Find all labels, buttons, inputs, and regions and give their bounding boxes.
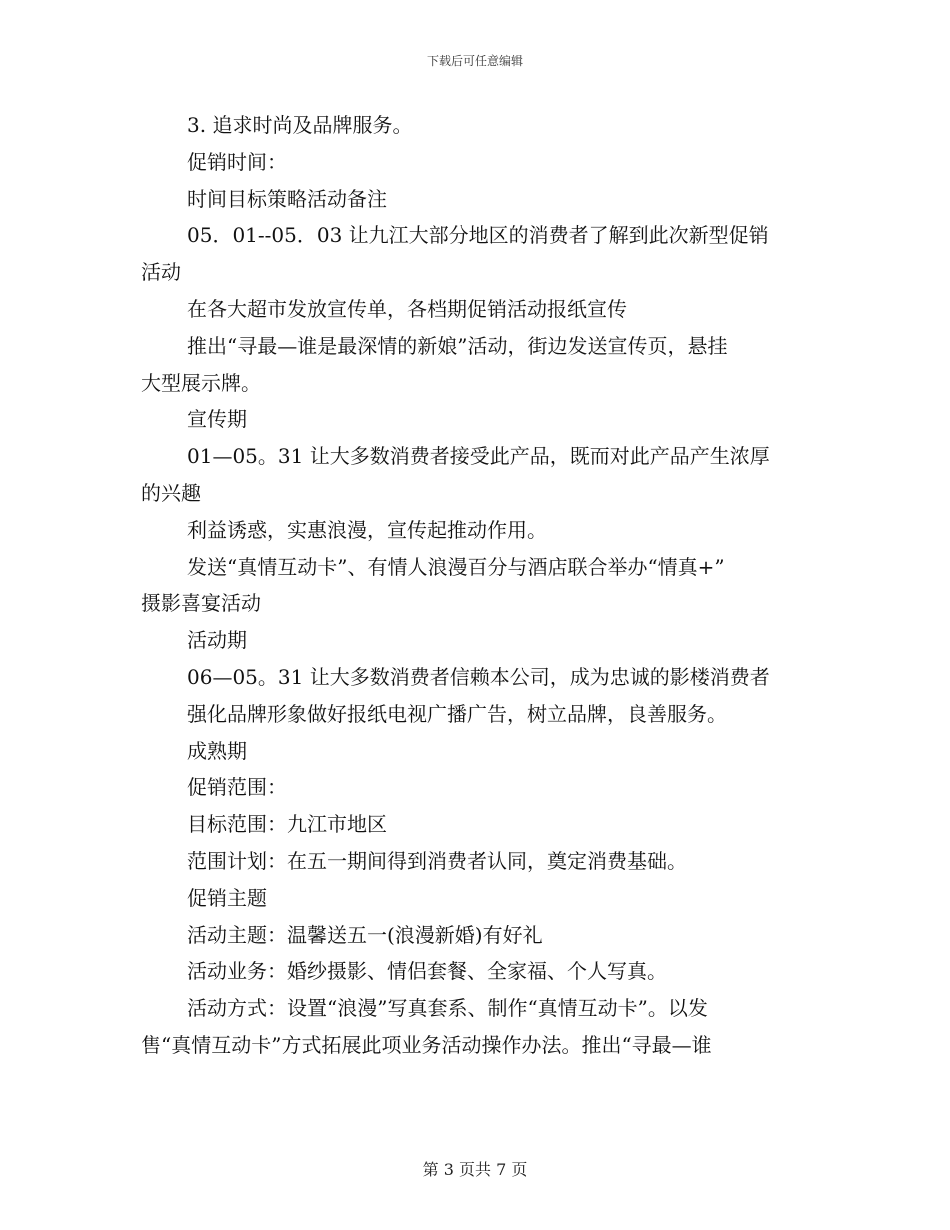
paragraph-line: 3. 追求时尚及品牌服务。 <box>187 113 413 137</box>
paragraph-line: 01—05。31 让大多数消费者接受此产品，既而对此产品产生浓厚 <box>187 444 770 469</box>
paragraph-line: 促销时间： <box>187 149 287 174</box>
paragraph-line: 范围计划：在五一期间得到消费者认同，奠定消费基础。 <box>187 848 687 873</box>
paragraph-line: 05．01--05．03 让九江大部分地区的消费者了解到此次新型促销 <box>187 223 769 248</box>
paragraph-line: 的兴趣 <box>141 480 201 505</box>
paragraph-line: 促销主题 <box>187 885 267 910</box>
paragraph-line: 活动主题：温馨送五一(浪漫新婚)有好礼 <box>187 922 543 947</box>
paragraph-line: 促销范围： <box>187 775 287 800</box>
paragraph-line: 06—05。31 让大多数消费者信赖本公司，成为忠诚的影楼消费者 <box>187 664 770 689</box>
paragraph-line: 推出“寻最—谁是最深情的新娘”活动，街边发送宣传页，悬挂 <box>187 333 728 358</box>
paragraph-line: 售“真情互动卡”方式拓展此项业务活动操作办法。推出“寻最—谁 <box>141 1032 712 1057</box>
paragraph-line: 时间目标策略活动备注 <box>187 186 387 211</box>
paragraph-line: 活动 <box>141 260 181 285</box>
paragraph-line: 活动方式：设置“浪漫”写真套系、制作“真情互动卡”。以发 <box>187 996 708 1021</box>
paragraph-line: 在各大超市发放宣传单，各档期促销活动报纸宣传 <box>187 296 627 321</box>
paragraph-line: 大型展示牌。 <box>141 370 261 395</box>
paragraph-line: 利益诱惑，实惠浪漫，宣传起推动作用。 <box>187 517 547 542</box>
page-header: 下载后可任意编辑 <box>426 54 523 68</box>
paragraph-line: 成熟期 <box>187 738 247 763</box>
paragraph-line: 活动期 <box>187 628 247 653</box>
paragraph-line: 强化品牌形象做好报纸电视广播广告，树立品牌，良善服务。 <box>187 701 727 726</box>
paragraph-line: 摄影喜宴活动 <box>141 591 261 616</box>
page-footer: 第 3 页共 7 页 <box>422 1160 528 1179</box>
paragraph-line: 宣传期 <box>187 407 247 432</box>
paragraph-line: 发送“真情互动卡”、有情人浪漫百分与酒店联合举办“情真+” <box>187 554 725 579</box>
paragraph-line: 目标范围：九江市地区 <box>187 812 387 837</box>
paragraph-line: 活动业务：婚纱摄影、情侣套餐、全家福、个人写真。 <box>187 959 667 984</box>
document-body <box>141 107 811 1064</box>
